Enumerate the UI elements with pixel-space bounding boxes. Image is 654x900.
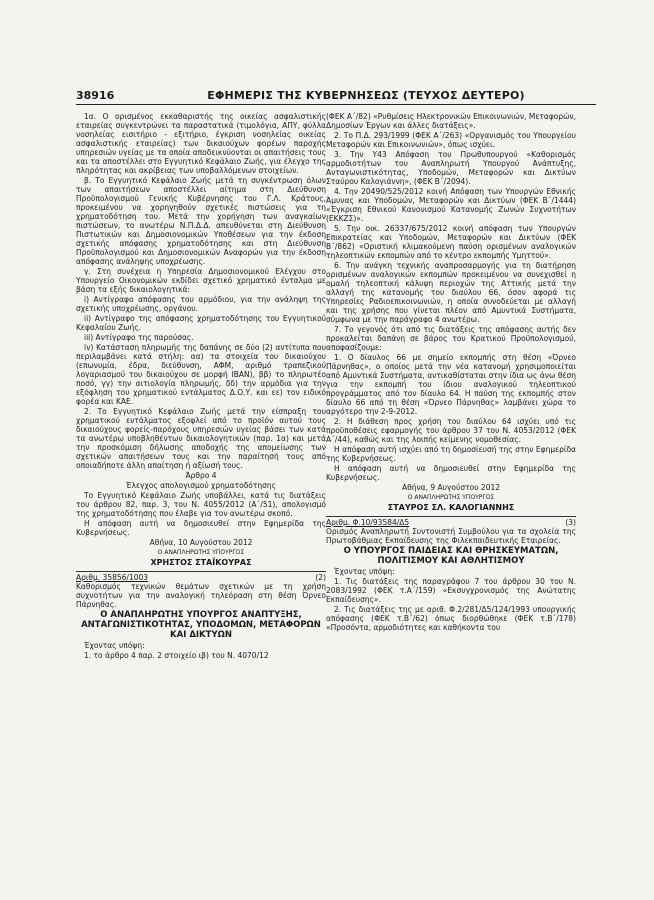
decision-header xyxy=(76,571,326,582)
article-text: Το Εγγυητικό Κεφάλαιο Ζωής υποβάλλει, κατά τις διατάξεις του άρθρου 82, παρ. 3, του Ν. 4055/2012 (Α΄/51), απολογισμό της χρηματοδότησης που έλαβε για τον ανωτέρω σκοπό. xyxy=(76,491,326,518)
decision-subject: Ορισμός Αναπληρωτή Συντονιστή Συμβούλου για τα σχολεία της Πρωτοβάθμιας Εκπαίδευσης της Φιλεκπαιδευτικής Εταιρείας. xyxy=(326,527,576,545)
place-date: Αθήνα, 9 Αυγούστου 2012 xyxy=(401,483,501,492)
paragraph: 5. Την οικ. 26337/675/2012 κοινή απόφαση των Υπουργών Επικρατείας και Υποδομών, Μεταφορών και Δικτύων (ΦΕΚ Β΄/862) «Οριστική κλιμακούμενη παύση ορισμένων αναλογικών τηλεοπτικών εκπομπών από το κέντρο εκπομπής Υμηττού». xyxy=(326,224,576,260)
signer-name: ΣΤΑΥΡΟΣ ΣΛ. ΚΑΛΟΓΙΑΝΝΗΣ xyxy=(387,503,515,512)
decision-index: (2) xyxy=(315,573,326,582)
signer-name: ΧΡΗΣΤΟΣ ΣΤΑΪΚΟΥΡΑΣ xyxy=(150,558,252,567)
ministry-heading: Ο ΑΝΑΠΛΗΡΩΤΗΣ ΥΠΟΥΡΓΟΣ ΑΝΑΠΤΥΞΗΣ, ΑΝΤΑΓΩΝΙΣΤΙΚΟΤΗΤΑΣ, ΥΠΟΔΟΜΩΝ, ΜΕΤΑΦΟΡΩΝ ΚΑΙ ΔΙΚΤΥΩΝ xyxy=(81,610,321,640)
publish-text: Η απόφαση αυτή να δημοσιευθεί στην Εφημερίδα της Κυβερνήσεως. xyxy=(76,519,326,537)
paragraph: Η απόφαση αυτή να δημοσιευθεί στην Εφημερίδα της Κυβερνήσεως. xyxy=(326,464,576,482)
list-item: 1. Τις διατάξεις της παραγράφου 7 του άρθρου 30 του Ν. 2083/1992 (ΦΕΚ τ.Α΄/159) «Εκσυγχρονισμός της Ανώτατης Εκπαίδευσης». xyxy=(326,577,576,604)
right-column xyxy=(326,112,576,852)
paragraph: 2. Το Π.Δ. 293/1999 (ΦΕΚ Α΄/263) «Οργανισμός του Υπουργείου Μεταφορών και Επικοινωνιών», όπως ισχύει. xyxy=(326,131,576,149)
paragraph: iii) Αντίγραφο της παρούσας. xyxy=(84,333,194,342)
list-item: 1. το άρθρο 4 παρ. 2 στοιχείο ιβ) του Ν. 4070/12 xyxy=(84,651,269,660)
place-date: Αθήνα, 10 Αυγούστου 2012 xyxy=(149,538,253,547)
having-regard: Έχοντας υπόψη: xyxy=(334,567,395,576)
decision-subject: Καθορισμός τεχνικών θεμάτων σχετικών με τη χρήση συχνοτήτων για την αναλογική τηλεόραση στη θέση Όρνεο Πάρνηθας. xyxy=(76,582,326,609)
decision-number: Αριθμ. 35856/1003 xyxy=(76,573,149,582)
paragraph: i) Αντίγραφο απόφασης του αρμόδιου, για την ανάληψη της σχετικής υποχρέωσης, οργάνου. xyxy=(76,295,326,313)
paragraph: (ΦΕΚ Α΄/82) «Ρυθμίσεις Ηλεκτρονικών Επικοινωνιών, Μεταφορών, Δημοσίων Έργων και άλλες διατάξεις». xyxy=(326,112,576,130)
decision-index: (3) xyxy=(565,518,576,527)
left-column xyxy=(76,112,326,852)
paragraph: 1. Ο δίαυλος 66 με σημείο εκπομπής στη θέση «Όρνεο Πάρνηθας», ο οποίος μετά την νέα κατανομή χρησιμοποιείται από Αμυντικά Συστήματα, αντικαθίσταται στην ίδια ως άνω θέση για την εκπομπή του ίδιου αναλογικού τηλεοπτικού προγράμματος από τον δίαυλο 64. Η παύση της εκπομπής στον δίαυλο 66 από τη θέση «Όρνεο Πάρνηθας» λαμβάνει χώρα το αργότερο την 2-9-2012. xyxy=(326,353,576,416)
paragraph: ii) Αντίγραφο της απόφασης χρηματοδότησης του Εγγυητικού Κεφαλαίου Ζωής. xyxy=(76,314,326,332)
having-regard: Έχοντας υπόψη: xyxy=(84,641,145,650)
signer-role: Ο ΑΝΑΠΛΗΡΩΤΗΣ ΥΠΟΥΡΓΟΣ xyxy=(407,494,495,501)
paragraph: 1α. Ο ορισμένος εκκαθαριστής της οικείας ασφαλιστικής εταιρείας συγκεντρώνει τα παραστατικά (τιμολόγια, ΑΠΥ, φύλλα νοσηλείας εισιτήριο - εξιτήριο, έγκριση νοσηλείας οικείας ασφαλιστικής εταιρείας) των δικαιούχων φορέων παροχής υπηρεσιών υγείας με τα οποία αποδεικνύονται οι απαιτήσεις τους και τα αποστέλλει στο Εγγυητικό Κεφάλαιο Ζωής, για έλεγχο της πληρότητας και ακρίβειας των υποβαλλόμενων στοιχείων. xyxy=(76,112,326,175)
article-title: Άρθρο 4 xyxy=(185,471,217,480)
paragraph: 6. Την ανάγκη τεχνικής αναπροσαρμογής για τη διατήρηση ορισμένων αναλογικών εκπομπών προκειμένου να συνεχισθεί η ομαλή τηλεοπτική κάλυψη περιοχών της Αττικής μετά την αλλαγή της κατανομής του διαύλου 66, όσον αφορά τις Υπηρεσίες Ραδιοεπικοινωνιών, η οποία συνοδεύεται με αλλαγή και της χρήσης που γίνεται πλέον από Αμυντικά Συστήματα, σύμφωνα με την παράγραφο 4 ανωτέρω. xyxy=(326,261,576,324)
paragraph: 4. Την 20490/525/2012 κοινή Απόφαση των Υπουργών Εθνικής Άμυνας και Υποδομών, Μεταφορών και Δικτύων (ΦΕΚ Β΄/1444) «Έγκριση Εθνικού Κανονισμού Κατανομής Ζωνών Συχνοτήτων (ΕΚΚΖΣ)». xyxy=(326,187,576,223)
gazette-title: ΕΦΗΜΕΡΙΣ ΤΗΣ ΚΥΒΕΡΝΗΣΕΩΣ (ΤΕΥΧΟΣ ΔΕΥΤΕΡΟ) xyxy=(207,89,525,102)
paragraph: 2. Η διάθεση προς χρήση του διαύλου 64 ισχύει υπό τις προϋποθέσεις εφαρμογής του άρθρου 37 του Ν. 4053/2012 (ΦΕΚ Α΄/44), καθώς και της λοιπής κείμενης νομοθεσίας. xyxy=(326,417,576,444)
paragraph: 2. Το Εγγυητικό Κεφάλαιο Ζωής μετά την είσπραξη του χρηματικού εντάλματος εξοφλεί από το προϊόν αυτού τους δικαιούχους φορείς-παρόχους υπηρεσιών υγείας βάσει των κατά τα ανωτέρω υποβληθέντων δικαιολογητικών (παρ. 1α) και μετά την προσκόμιση δήλωσης αποδοχής της απομείωσης των σχετικών απαιτήσεων τους και την παραίτησή τους από οποιαδήποτε άλλη απαίτηση ή αξίωσή τους. xyxy=(76,407,326,470)
ministry-heading: Ο ΥΠΟΥΡΓΟΣ ΠΑΙΔΕΙΑΣ ΚΑΙ ΘΡΗΣΚΕΥΜΑΤΩΝ, ΠΟΛΙΤΙΣΜΟΥ ΚΑΙ ΑΘΛΗΤΙΣΜΟΥ xyxy=(343,546,559,566)
list-item: 2. Τις διατάξεις της με αριθ. Φ.2/281/Δ5/124/1993 υπουργικής απόφασης (ΦΕΚ τ.Β΄/62) όπως διορθώθηκε (ΦΕΚ τ.Β΄/178) «Προσόντα, αρμοδιότητες και καθήκοντα του xyxy=(326,605,576,632)
page-number: 38916 xyxy=(76,89,115,102)
paragraph: 7. Το γεγονός ότι από τις διατάξεις της απόφασης αυτής δεν προκαλείται δαπάνη σε βάρος του Κρατικού Προϋπολογισμού, αποφασίζουμε: xyxy=(326,325,576,352)
paragraph: γ. Στη συνέχεια η Υπηρεσία Δημοσιονομικού Ελέγχου στο Υπουργείο Οικονομικών εκδίδει σχετικό χρηματικό ένταλμα με βάση τα εξής δικαιολογητικά: xyxy=(76,267,326,294)
paragraph: 3. Την Υ43 Απόφαση του Πρωθυπουργού «Καθορισμός αρμοδιοτήτων του Αναπληρωτή Υπουργού Ανάπτυξης, Ανταγωνιστικότητας, Υποδομών, Μεταφορών και Δικτύων Σταύρου Καλογιάννη», (ΦΕΚ Β΄/2094). xyxy=(326,150,576,186)
paragraph: Η απόφαση αυτή ισχύει από τη δημοσίευσή της στην Εφημερίδα της Κυβερνήσεως. xyxy=(326,445,576,463)
decision-number: Αριθμ. Φ.10/93584/Δ5 xyxy=(326,518,410,527)
decision-header xyxy=(326,516,576,527)
paragraph: β. Το Εγγυητικό Κεφάλαιο Ζωής μετά τη συγκέντρωση όλων των απαιτήσεων αποστέλλει αίτημα στη Διεύθυνση Προϋπολογισμού Γενικής Κυβέρνησης του Γ.Λ. Κράτους, προκειμένου να χορηγηθούν σχετικές πιστώσεις για τη χρηματοδότηση του. Μετά την χορήγηση των αναγκαίων πιστώσεων, το ανωτέρω Ν.Π.Δ.Δ. απευθύνεται στη Διεύθυνση Πιστωτικών και Δημοσιονομικών Υποθέσεων για την έκδοση σχετικής απόφασης χρηματοδότησης και στη Διεύθυνση Προϋπολογισμού και Δημοσιονομικών Αναφορών για την έκδοση απόφασης ανάληψης υποχρέωσης. xyxy=(76,176,326,266)
page-header xyxy=(76,86,596,105)
paragraph: iv) Κατάσταση πληρωμής της δαπάνης σε δύο (2) αντίτυπα που περιλαμβάνει κατά στήλη: αα) τα στοιχεία του δικαιούχου (επωνυμία, έδρα, διεύθυνση, ΑΦΜ, αριθμό τραπεζικού λογαριασμού του δικαιούχου σε μορφή IBAN), ββ) το πληρωτέο ποσό, γγ) την αιτιολογία πληρωμής, δδ) την αρμόδια για την εξόφληση του χρηματικού εντάλματος Δ.Ο.Υ. και εε) τον ειδικό φορέα και ΚΑΕ. xyxy=(76,343,326,406)
signer-role: Ο ΑΝΑΠΛΗΡΩΤΗΣ ΥΠΟΥΡΓΟΣ xyxy=(157,549,245,556)
article-subtitle: Έλεγχος απολογισμού χρηματοδότησης xyxy=(125,481,277,490)
